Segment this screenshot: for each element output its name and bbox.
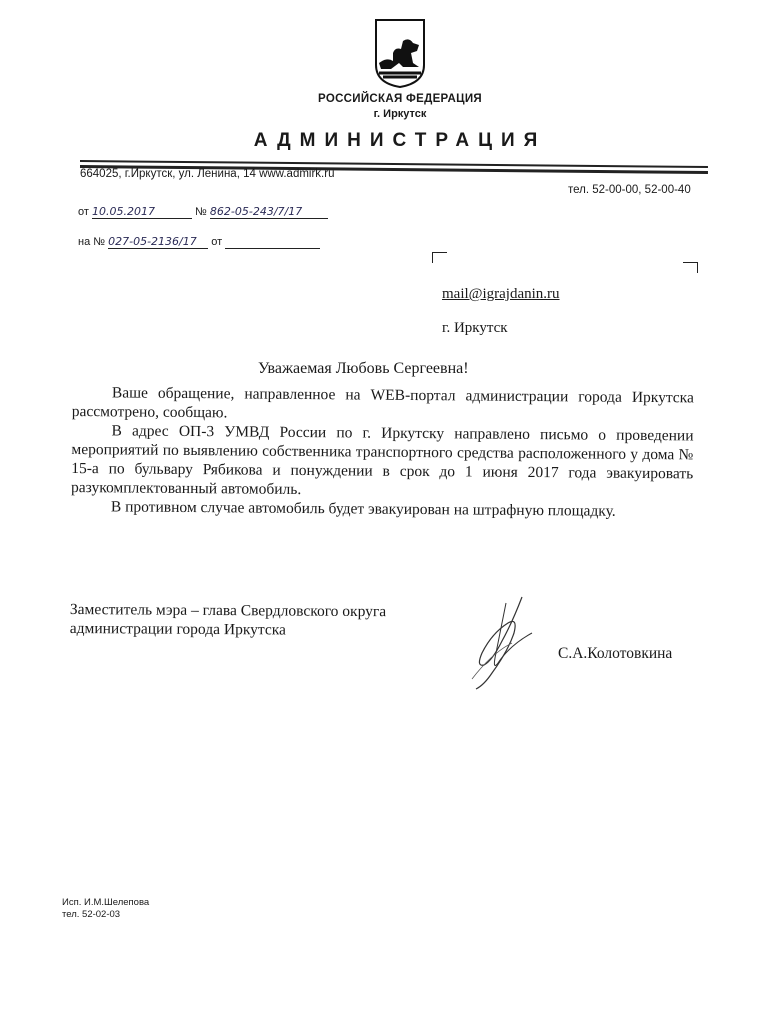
- address-corner-right: [683, 262, 698, 273]
- greeting: Уважаемая Любовь Сергеевна!: [258, 360, 469, 377]
- address-corner-left: [432, 252, 447, 263]
- body-paragraph-3: В противном случае автомобиль будет эвакуирован на штрафную площадку.: [110, 498, 616, 520]
- outgoing-number: 862-05-243/7/17: [210, 205, 328, 219]
- reply-label: на №: [78, 236, 106, 248]
- recipient-email: mail@igrajdanin.ru: [442, 286, 560, 302]
- signer-title: [70, 600, 386, 640]
- organization-phone: тел. 52-00-00, 52-00-40: [568, 184, 691, 196]
- signer-name: С.А.Колотовкина: [558, 645, 673, 662]
- from-label: от: [78, 206, 89, 218]
- incoming-number: 027-05-2136/17: [108, 235, 208, 249]
- recipient-city: г. Иркутск: [442, 320, 508, 336]
- reply-from-label: от: [211, 236, 223, 248]
- organization-title: АДМИНИСТРАЦИЯ: [253, 130, 547, 151]
- executor-phone: тел. 52-02-03: [62, 909, 121, 920]
- body-paragraph-2: В адрес ОП-3 УМВД России по г. Иркутску направлено письмо о проведении мероприятий по выявлению собственника транспортного средства расположенного у дома № 15-а по бульвару Рябикова и понуждении в срок до 1 июня 2017 года эвакуировать разукомплектованный автомобиль.: [71, 422, 694, 499]
- body-paragraph-1: Ваше обращение, направленное на WEB-портал администрации города Иркутска рассмотрено, сообщаю.: [71, 384, 694, 422]
- organization-address: 664025, г.Иркутск, ул. Ленина, 14 www.admirk.ru: [80, 168, 335, 180]
- irkutsk-coat-of-arms-icon: [373, 17, 427, 89]
- number-label: №: [195, 206, 207, 218]
- outgoing-date: 10.05.2017: [92, 205, 192, 219]
- incoming-reference: [78, 235, 320, 249]
- header-city: г. Иркутск: [373, 108, 427, 120]
- incoming-date-blank: [225, 236, 320, 249]
- handwritten-signature: [462, 593, 542, 693]
- executor-info: [62, 897, 149, 921]
- letter-body: [71, 383, 694, 521]
- executor-name: Исп. И.М.Шелепова: [62, 897, 150, 908]
- signer-title-line-2: администрации города Иркутска: [69, 619, 286, 639]
- signer-title-line-1: Заместитель мэра – глава Свердловского округа: [69, 601, 387, 621]
- country-name: РОССИЙСКАЯ ФЕДЕРАЦИЯ: [318, 93, 482, 105]
- outgoing-reference: [78, 205, 328, 219]
